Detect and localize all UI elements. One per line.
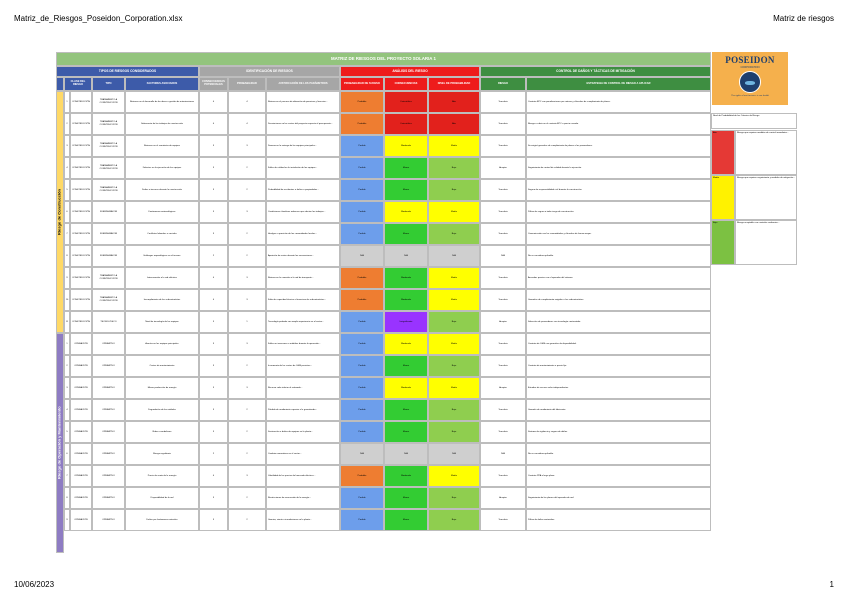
cell-riesgo: Transferir xyxy=(480,201,526,223)
cell-probabilidad: 3 xyxy=(199,487,228,509)
cell-justificacion: Retraso en el proceso de obtención de permisos y licencias... xyxy=(266,91,340,113)
row-number: 7 xyxy=(64,465,70,487)
cell-factor: Averías en los equipos principales xyxy=(125,333,199,355)
cell-consecuencias: Menor xyxy=(384,157,428,179)
row-number: 11 xyxy=(64,311,70,333)
logo-emblem-icon xyxy=(739,71,761,93)
cell-factor: Menor producción de energía xyxy=(125,377,199,399)
cell-tipo: TRATAMIENTO A CONSTRUCCIÓN xyxy=(92,135,125,157)
legend-title: Nivel de Probabilidad de los Criterios de Riesgo xyxy=(711,113,797,129)
cell-valor: 2 xyxy=(228,245,266,267)
cell-nivel: Medio xyxy=(428,201,480,223)
cell-factor: Interconexión a la red eléctrica xyxy=(125,267,199,289)
cell-estrategia: Garantías de cumplimiento exigidas a los subcontratistas. xyxy=(526,289,711,311)
cell-valor: 2 xyxy=(228,223,266,245)
cell-justificacion: Fallos en inversores o módulos durante la operación... xyxy=(266,333,340,355)
cell-factor: Robo o vandalismo xyxy=(125,421,199,443)
cell-tipo: TRATAMIENTO A CONSTRUCCIÓN xyxy=(92,91,125,113)
cell-probabilidad: 4 xyxy=(199,465,228,487)
cell-factor: Hallazgos arqueológicos en el terreno xyxy=(125,245,199,267)
cell-prob-suceso: Posible xyxy=(340,487,384,509)
group-control: CONTROL DE DAÑOS Y TÁCTICAS DE MITIGACIÓN xyxy=(480,66,711,77)
cell-prob-suceso: N/A xyxy=(340,443,384,465)
row-number: 3 xyxy=(64,377,70,399)
cell-valor: 3 xyxy=(228,333,266,355)
cell-clase: OPERACIÓN xyxy=(70,399,92,421)
cell-tipo: OPERATIVO xyxy=(92,377,125,399)
cell-consecuencias: Insignificante xyxy=(384,311,428,333)
cell-prob-suceso: Posible xyxy=(340,157,384,179)
cell-prob-suceso: Probable xyxy=(340,267,384,289)
logo-tagline: The rights of our business is our health xyxy=(731,95,769,97)
cell-valor: 2 xyxy=(228,179,266,201)
cell-prob-suceso: Probable xyxy=(340,289,384,311)
cell-tipo: OPERATIVO xyxy=(92,399,125,421)
cell-probabilidad: 2 xyxy=(199,443,228,465)
cell-clase: CONSTRUCCIÓN xyxy=(70,179,92,201)
cell-factor: Sobrecoste de los trabajos de construcción xyxy=(125,113,199,135)
cell-probabilidad: 4 xyxy=(199,91,228,113)
cell-factor: Disponibilidad de la red xyxy=(125,487,199,509)
cell-riesgo: N/A xyxy=(480,245,526,267)
cell-justificacion: Huelgas u oposición de las comunidades locales... xyxy=(266,223,340,245)
row-number: 4 xyxy=(64,399,70,421)
cell-valor: 4 xyxy=(228,113,266,135)
cell-justificacion: Desviaciones en los costes del proyecto respecto al presupuesto... xyxy=(266,113,340,135)
cell-estrategia: Contrato de mantenimiento a precio fijo. xyxy=(526,355,711,377)
cell-estrategia: Contrato de O&M con garantías de disponibilidad. xyxy=(526,333,711,355)
cell-estrategia: Seguimiento de control de calidad durante la ejecución. xyxy=(526,157,711,179)
row-number: 9 xyxy=(64,509,70,531)
column-header-7: PROBABILIDAD DE SUCESO xyxy=(340,77,384,91)
cell-tipo: FUERZA MAYOR xyxy=(92,223,125,245)
company-logo xyxy=(712,52,788,105)
cell-estrategia: Seguimiento de los planes del operador de red. xyxy=(526,487,711,509)
cell-probabilidad: 3 xyxy=(199,179,228,201)
cell-estrategia: Seguro de responsabilidad civil durante la construcción. xyxy=(526,179,711,201)
cell-nivel: Bajo xyxy=(428,179,480,201)
cell-clase: CONSTRUCCIÓN xyxy=(70,157,92,179)
cell-riesgo: Transferir xyxy=(480,267,526,289)
cell-nivel: Medio xyxy=(428,135,480,157)
cell-prob-suceso: Posible xyxy=(340,399,384,421)
cell-probabilidad: 4 xyxy=(199,113,228,135)
cell-prob-suceso: Posible xyxy=(340,135,384,157)
cell-estrategia: Riesgo a cubrir en el contrato EPC a precio cerrado. xyxy=(526,113,711,135)
column-header-2: TIPO xyxy=(92,77,125,91)
matrix-title: MATRIZ DE RIESGOS DEL PROYECTO SOLARIA 1 xyxy=(56,52,711,66)
group-tipos: TIPOS DE RIESGOS CONSIDERADOS xyxy=(56,66,199,77)
cell-clase: CONSTRUCCIÓN xyxy=(70,223,92,245)
cell-factor: Conflictos laborales o sociales xyxy=(125,223,199,245)
cell-prob-suceso: Probable xyxy=(340,91,384,113)
cell-tipo: OPERATIVO xyxy=(92,333,125,355)
cell-prob-suceso: Posible xyxy=(340,223,384,245)
cell-prob-suceso: Probable xyxy=(340,465,384,487)
cell-consecuencias: Catastrófico xyxy=(384,91,428,113)
cell-probabilidad: 4 xyxy=(199,267,228,289)
footer-page-number: 1 xyxy=(829,580,834,589)
cell-riesgo: Aceptar xyxy=(480,487,526,509)
cell-clase: CONSTRUCCIÓN xyxy=(70,289,92,311)
cell-estrategia: Póliza de daños materiales. xyxy=(526,509,711,531)
row-number: 1 xyxy=(64,91,70,113)
cell-estrategia: Contrato PPA a largo plazo. xyxy=(526,465,711,487)
row-number: 2 xyxy=(64,113,70,135)
cell-nivel: Medio xyxy=(428,333,480,355)
column-header-4: CONSECUENCIAS POTENCIALES xyxy=(199,77,228,91)
cell-valor: 3 xyxy=(228,465,266,487)
cell-factor: Defectos en la ejecución de los equipos xyxy=(125,157,199,179)
cell-valor: 3 xyxy=(228,135,266,157)
cell-valor: 3 xyxy=(228,201,266,223)
cell-prob-suceso: Posible xyxy=(340,509,384,531)
cell-clase: CONSTRUCCIÓN xyxy=(70,245,92,267)
cell-justificacion: Probabilidad de accidentes o daños a propiedades... xyxy=(266,179,340,201)
cell-tipo: FUERZA MAYOR xyxy=(92,245,125,267)
column-header-10: RIESGO xyxy=(480,77,526,91)
cell-prob-suceso: Posible xyxy=(340,377,384,399)
column-header-8: CONSECUENCIAS xyxy=(384,77,428,91)
row-number: 7 xyxy=(64,223,70,245)
cell-consecuencias: Menor xyxy=(384,223,428,245)
cell-probabilidad: 3 xyxy=(199,311,228,333)
row-number: 6 xyxy=(64,201,70,223)
cell-riesgo: Transferir xyxy=(480,113,526,135)
group-identificacion: IDENTIFICACIÓN DE RIESGOS xyxy=(199,66,340,77)
cell-prob-suceso: Posible xyxy=(340,355,384,377)
cell-estrategia: Acuerdos previos con el operador del sistema. xyxy=(526,267,711,289)
cell-valor: 2 xyxy=(228,421,266,443)
legend-desc-medio: Riesgo que requiere seguimiento y medidas de mitigación... xyxy=(735,175,797,220)
legend-desc-bajo: Riesgo aceptable con controles ordinarios... xyxy=(735,220,797,265)
cell-consecuencias: Menor xyxy=(384,399,428,421)
cell-nivel: Bajo xyxy=(428,311,480,333)
cell-justificacion: Demora en la entrega de los equipos principales... xyxy=(266,135,340,157)
cell-justificacion: Incremento de los costes de O&M previstos... xyxy=(266,355,340,377)
cell-riesgo: Transferir xyxy=(480,333,526,355)
cell-valor: 1 xyxy=(228,311,266,333)
cell-tipo: OPERATIVO xyxy=(92,487,125,509)
column-header-3: FACTORES ASOCIADOS xyxy=(125,77,199,91)
cell-clase: OPERACIÓN xyxy=(70,443,92,465)
cell-clase: OPERACIÓN xyxy=(70,421,92,443)
cell-prob-suceso: Posible xyxy=(340,179,384,201)
cell-consecuencias: N/A xyxy=(384,245,428,267)
cell-probabilidad: 2 xyxy=(199,245,228,267)
header-sheet-title: Matriz de riesgos xyxy=(773,14,834,23)
row-number: 10 xyxy=(64,289,70,311)
category-construccion: Riesgo de Construcción xyxy=(56,91,64,333)
column-header-1: CLASE DEL RIESGO xyxy=(64,77,92,91)
cell-clase: CONSTRUCCIÓN xyxy=(70,135,92,157)
cell-consecuencias: Moderado xyxy=(384,289,428,311)
cell-probabilidad: 3 xyxy=(199,377,228,399)
cell-consecuencias: N/A xyxy=(384,443,428,465)
cell-prob-suceso: Probable xyxy=(340,113,384,135)
cell-factor: Fenómenos meteorológicos xyxy=(125,201,199,223)
cell-justificacion: Restricciones de evacuación de la energía... xyxy=(266,487,340,509)
cell-riesgo: Transferir xyxy=(480,135,526,157)
cell-nivel: Bajo xyxy=(428,421,480,443)
row-number: 8 xyxy=(64,245,70,267)
cell-nivel: Medio xyxy=(428,465,480,487)
cell-riesgo: Transferir xyxy=(480,465,526,487)
cell-factor: Daños a terceros durante la construcción xyxy=(125,179,199,201)
cell-probabilidad: 3 xyxy=(199,135,228,157)
cell-consecuencias: Menor xyxy=(384,179,428,201)
cell-estrategia: Contrato EPC con penalizaciones por retraso y cláusulas de cumplimiento de plazos. xyxy=(526,91,711,113)
cell-factor: Retrasos en el suministro de equipos xyxy=(125,135,199,157)
row-number: 2 xyxy=(64,355,70,377)
cell-justificacion: Recurso solar inferior al estimado... xyxy=(266,377,340,399)
cell-nivel: Medio xyxy=(428,267,480,289)
group-analisis: ANÁLISIS DEL RIESGO xyxy=(340,66,480,77)
column-header-11: ESTRATEGIA DE CONTROL DE RIESGO A APLICAR xyxy=(526,77,711,91)
cell-valor: 3 xyxy=(228,377,266,399)
cell-nivel: Bajo xyxy=(428,355,480,377)
cell-probabilidad: 3 xyxy=(199,201,228,223)
cell-tipo: FUERZA MAYOR xyxy=(92,201,125,223)
cell-nivel: Bajo xyxy=(428,509,480,531)
cell-factor: Incumplimiento de los subcontratistas xyxy=(125,289,199,311)
cell-valor: 2 xyxy=(228,355,266,377)
cell-estrategia: No se considera aplicable. xyxy=(526,245,711,267)
cell-tipo: OPERATIVO xyxy=(92,355,125,377)
cell-tipo: TRATAMIENTO A CONSTRUCCIÓN xyxy=(92,113,125,135)
column-header-5: PROBABILIDAD xyxy=(228,77,266,91)
cell-clase: OPERACIÓN xyxy=(70,355,92,377)
cell-valor: 2 xyxy=(228,399,266,421)
cell-clase: OPERACIÓN xyxy=(70,487,92,509)
cell-justificacion: Volatilidad de los precios del mercado eléctrico... xyxy=(266,465,340,487)
cell-clase: OPERACIÓN xyxy=(70,509,92,531)
cell-clase: OPERACIÓN xyxy=(70,333,92,355)
logo-name: POSEIDON xyxy=(725,55,775,65)
cell-factor: Retrasos en el desarrollo de las obras o gestión de autorizaciones xyxy=(125,91,199,113)
cell-nivel: Medio xyxy=(428,377,480,399)
cell-estrategia: No se considera aplicable. xyxy=(526,443,711,465)
cell-riesgo: N/A xyxy=(480,443,526,465)
cell-estrategia: Garantía de rendimiento del fabricante. xyxy=(526,399,711,421)
legend-level-alto: Alto xyxy=(711,130,735,175)
header-file-name: Matriz_de_Riesgos_Poseidon_Corporation.xlsx xyxy=(14,14,183,23)
cell-probabilidad: 4 xyxy=(199,289,228,311)
cell-valor: 2 xyxy=(228,487,266,509)
cell-factor: Precio de venta de la energía xyxy=(125,465,199,487)
cell-riesgo: Aceptar xyxy=(480,377,526,399)
cell-clase: CONSTRUCCIÓN xyxy=(70,201,92,223)
cell-justificacion: Fallos de calidad en la instalación de los equipos... xyxy=(266,157,340,179)
cell-prob-suceso: Posible xyxy=(340,421,384,443)
cell-probabilidad: 3 xyxy=(199,223,228,245)
risk-matrix-sheet xyxy=(56,52,711,530)
cell-valor: 2 xyxy=(228,443,266,465)
cell-justificacion: Cambios normativos en el sector... xyxy=(266,443,340,465)
row-number: 1 xyxy=(64,333,70,355)
cell-valor: 4 xyxy=(228,91,266,113)
cell-nivel: Alto xyxy=(428,91,480,113)
cell-tipo: OPERATIVO xyxy=(92,443,125,465)
cell-clase: OPERACIÓN xyxy=(70,377,92,399)
cell-riesgo: Transferir xyxy=(480,421,526,443)
legend-level-medio: Medio xyxy=(711,175,735,220)
cell-nivel: Alto xyxy=(428,113,480,135)
row-number: 5 xyxy=(64,179,70,201)
cell-prob-suceso: N/A xyxy=(340,245,384,267)
cell-consecuencias: Menor xyxy=(384,421,428,443)
cell-tipo: TRATAMIENTO A CONSTRUCCIÓN xyxy=(92,267,125,289)
cell-justificacion: Sustracción o daños de equipos en la planta... xyxy=(266,421,340,443)
cell-consecuencias: Moderado xyxy=(384,201,428,223)
cell-riesgo: Transferir xyxy=(480,179,526,201)
footer-date: 10/06/2023 xyxy=(14,580,55,589)
cell-valor: 3 xyxy=(228,289,266,311)
cell-riesgo: Transferir xyxy=(480,223,526,245)
cell-justificacion: Tecnología probada con amplia experiencia en el sector... xyxy=(266,311,340,333)
cell-nivel: N/A xyxy=(428,245,480,267)
cell-tipo: TECNOLÓGICO xyxy=(92,311,125,333)
cell-probabilidad: 3 xyxy=(199,333,228,355)
cell-nivel: Medio xyxy=(428,289,480,311)
cell-valor: 2 xyxy=(228,509,266,531)
cell-probabilidad: 3 xyxy=(199,421,228,443)
cell-estrategia: Póliza de seguro a todo riesgo de construcción. xyxy=(526,201,711,223)
cell-riesgo: Aceptar xyxy=(480,311,526,333)
cell-justificacion: Falta de capacidad técnica o financiera de subcontratistas... xyxy=(266,289,340,311)
cell-estrategia: Se exigirá garantías de cumplimiento de plazos a los proveedores. xyxy=(526,135,711,157)
cell-estrategia: Comunicación con las comunidades y cláusulas de fuerza mayor. xyxy=(526,223,711,245)
row-number: 9 xyxy=(64,267,70,289)
cell-nivel: Bajo xyxy=(428,487,480,509)
cell-factor: Riesgo regulatorio xyxy=(125,443,199,465)
cell-clase: CONSTRUCCIÓN xyxy=(70,91,92,113)
column-header-number xyxy=(56,77,64,91)
cell-riesgo: Transferir xyxy=(480,509,526,531)
cell-consecuencias: Catastrófico xyxy=(384,113,428,135)
legend-desc-alto: Riesgo que requiere medidas de control inmediatas... xyxy=(735,130,797,175)
row-number: 8 xyxy=(64,487,70,509)
category-operacion: Riesgo de Operación y Mantenimiento xyxy=(56,333,64,553)
cell-factor: Costes de mantenimiento xyxy=(125,355,199,377)
cell-estrategia: Sistema de vigilancia y seguro de daños. xyxy=(526,421,711,443)
cell-nivel: N/A xyxy=(428,443,480,465)
cell-tipo: OPERATIVO xyxy=(92,509,125,531)
cell-factor: Nivel de tecnología de los equipos xyxy=(125,311,199,333)
cell-riesgo: Aceptar xyxy=(480,157,526,179)
cell-estrategia: Selección de proveedores con tecnología contrastada. xyxy=(526,311,711,333)
cell-prob-suceso: Posible xyxy=(340,201,384,223)
cell-tipo: OPERATIVO xyxy=(92,465,125,487)
cell-valor: 3 xyxy=(228,267,266,289)
cell-tipo: TRATAMIENTO A CONSTRUCCIÓN xyxy=(92,179,125,201)
logo-sub: CORPORATION xyxy=(740,66,760,69)
cell-tipo: TRATAMIENTO A CONSTRUCCIÓN xyxy=(92,157,125,179)
cell-justificacion: Condiciones climáticas adversas que afecten los trabajos... xyxy=(266,201,340,223)
cell-justificacion: Pérdida de rendimiento superior a la garantizada... xyxy=(266,399,340,421)
cell-valor: 2 xyxy=(228,157,266,179)
cell-probabilidad: 3 xyxy=(199,355,228,377)
cell-consecuencias: Moderado xyxy=(384,135,428,157)
cell-nivel: Bajo xyxy=(428,223,480,245)
cell-consecuencias: Moderado xyxy=(384,377,428,399)
cell-estrategia: Estudios de recurso solar independientes. xyxy=(526,377,711,399)
cell-consecuencias: Menor xyxy=(384,509,428,531)
legend-level-bajo: Bajo xyxy=(711,220,735,265)
cell-nivel: Bajo xyxy=(428,399,480,421)
cell-clase: CONSTRUCCIÓN xyxy=(70,113,92,135)
row-number: 4 xyxy=(64,157,70,179)
cell-probabilidad: 3 xyxy=(199,157,228,179)
cell-tipo: OPERATIVO xyxy=(92,421,125,443)
cell-riesgo: Transferir xyxy=(480,399,526,421)
cell-consecuencias: Menor xyxy=(384,487,428,509)
cell-nivel: Bajo xyxy=(428,157,480,179)
cell-clase: CONSTRUCCIÓN xyxy=(70,267,92,289)
cell-prob-suceso: Posible xyxy=(340,311,384,333)
cell-consecuencias: Moderado xyxy=(384,465,428,487)
cell-factor: Degradación de los módulos xyxy=(125,399,199,421)
cell-justificacion: Retraso en la conexión a la red de transporte... xyxy=(266,267,340,289)
cell-clase: CONSTRUCCIÓN xyxy=(70,311,92,333)
row-number: 5 xyxy=(64,421,70,443)
cell-consecuencias: Menor xyxy=(384,355,428,377)
column-header-9: NIVEL DE PROBABILIDAD xyxy=(428,77,480,91)
cell-justificacion: Granizo, viento o inundaciones en la planta... xyxy=(266,509,340,531)
cell-riesgo: Transferir xyxy=(480,91,526,113)
cell-clase: OPERACIÓN xyxy=(70,465,92,487)
cell-probabilidad: 3 xyxy=(199,509,228,531)
row-number: 3 xyxy=(64,135,70,157)
cell-probabilidad: 3 xyxy=(199,399,228,421)
cell-factor: Daños por fenómenos naturales xyxy=(125,509,199,531)
cell-consecuencias: Moderado xyxy=(384,333,428,355)
column-header-6: JUSTIFICACIÓN DE LOS PARÁMETROS xyxy=(266,77,340,91)
row-number: 6 xyxy=(64,443,70,465)
cell-consecuencias: Moderado xyxy=(384,267,428,289)
cell-justificacion: Aparición de restos durante las excavaciones... xyxy=(266,245,340,267)
cell-riesgo: Transferir xyxy=(480,289,526,311)
cell-riesgo: Transferir xyxy=(480,355,526,377)
cell-prob-suceso: Posible xyxy=(340,333,384,355)
cell-tipo: TRATAMIENTO A CONSTRUCCIÓN xyxy=(92,289,125,311)
